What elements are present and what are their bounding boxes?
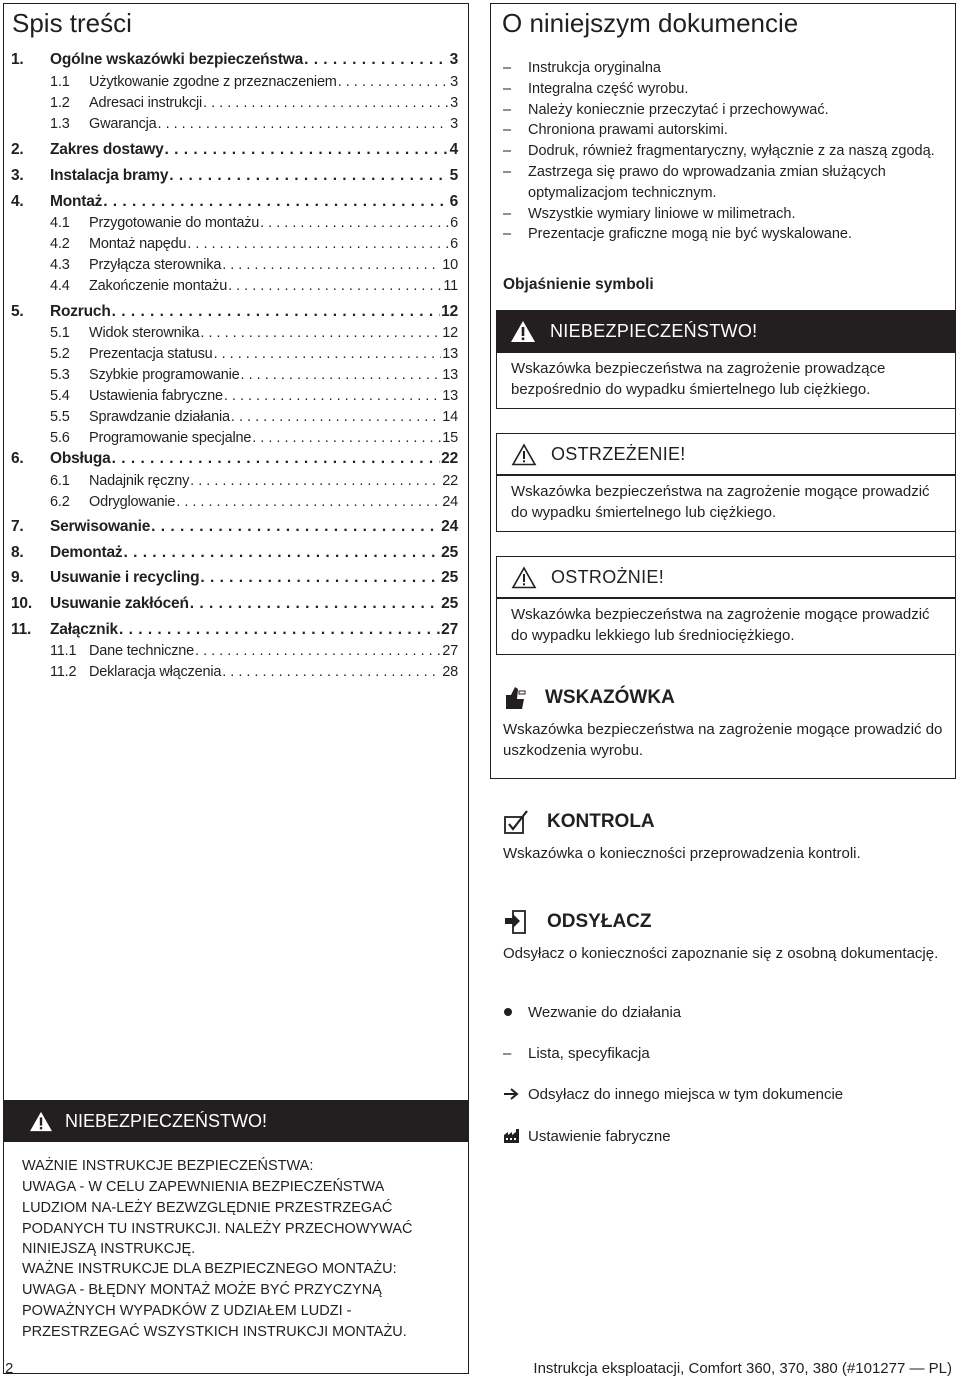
reference-document-icon bbox=[503, 909, 529, 935]
toc-entry-number: 1. bbox=[11, 51, 24, 68]
warning-header bbox=[496, 433, 956, 475]
toc-entry[interactable] bbox=[11, 406, 458, 428]
toc-entry-title: Gwarancja bbox=[89, 116, 157, 132]
toc-entry[interactable] bbox=[11, 593, 458, 615]
toc-entry-page: 27 bbox=[442, 643, 458, 659]
toc-leader-dots bbox=[169, 165, 448, 187]
toc-entry-title: Szybkie programowanie bbox=[89, 367, 240, 383]
bullet-icon bbox=[503, 1007, 513, 1017]
toc-leader-dots bbox=[165, 139, 449, 161]
toc-entry-number: 4. bbox=[11, 193, 24, 210]
toc-entry-number: 6.1 bbox=[50, 473, 70, 489]
factory-setting-icon bbox=[503, 1128, 521, 1144]
notice-text: Wskazówka bezpieczeństwa na zagrożenie mogące prowadzić do uszkodzenia wyrobu. bbox=[503, 721, 943, 759]
toc-entry-number: 2. bbox=[11, 141, 24, 158]
about-title: O niniejszym dokumencie bbox=[502, 8, 799, 38]
toc-entry[interactable] bbox=[11, 619, 458, 641]
toc-entry-title: Serwisowanie bbox=[50, 518, 151, 535]
toc-entry[interactable] bbox=[11, 165, 458, 187]
toc-entry-page: 24 bbox=[441, 518, 458, 535]
toc-entry-title: Instalacja bramy bbox=[50, 167, 169, 184]
toc-entry-number: 9. bbox=[11, 569, 24, 586]
toc-entry[interactable] bbox=[11, 385, 458, 407]
toc-entry-page: 25 bbox=[441, 569, 458, 586]
list-item: – Instrukcja oryginalna bbox=[503, 58, 943, 79]
caution-title: OSTROŻNIE! bbox=[551, 566, 665, 587]
toc-entry-page: 12 bbox=[442, 325, 458, 341]
toc-entry-title: Użytkowanie zgodne z przeznaczeniem bbox=[89, 74, 337, 90]
toc-entry[interactable] bbox=[11, 275, 458, 297]
toc-entry-title: Przyłącza sterownika bbox=[89, 257, 222, 273]
toc-entry[interactable] bbox=[11, 516, 458, 538]
toc-entry-page: 24 bbox=[442, 494, 458, 510]
toc-leader-dots bbox=[195, 640, 441, 662]
toc-entry-number: 1.1 bbox=[50, 74, 70, 90]
toc-entry-number: 5.6 bbox=[50, 430, 70, 446]
toc-entry-number: 5.1 bbox=[50, 325, 70, 341]
toc-entry-number: 7. bbox=[11, 518, 24, 535]
hand-notice-icon bbox=[503, 685, 527, 711]
assembly-instructions-heading: WAŻNE INSTRUKCJE DLA BEZPIECZNEGO MONTAŻU: bbox=[22, 1261, 397, 1277]
legend-text: Odsyłacz do innego miejsca w tym dokumencie bbox=[528, 1085, 844, 1103]
toc-leader-dots bbox=[200, 322, 441, 344]
reference-text: Odsyłacz o konieczności zapoznanie się z osobną dokumentację. bbox=[503, 945, 939, 962]
toc-entry[interactable] bbox=[11, 301, 458, 323]
reference-title: ODSYŁACZ bbox=[547, 911, 652, 932]
toc-entry-page: 11 bbox=[443, 278, 458, 294]
toc-leader-dots bbox=[224, 385, 441, 407]
warning-triangle-icon bbox=[29, 1111, 53, 1132]
toc-entry-title: Sprawdzanie działania bbox=[89, 409, 230, 425]
toc-entry-number: 1.3 bbox=[50, 116, 70, 132]
toc-entry[interactable] bbox=[11, 491, 458, 513]
check-text: Wskazówka o konieczności przeprowadzenia kontroli. bbox=[503, 845, 861, 862]
toc-entry-number: 10. bbox=[11, 595, 32, 612]
toc-leader-dots bbox=[222, 254, 441, 276]
toc-leader-dots bbox=[241, 364, 442, 386]
legend-row-factory bbox=[503, 1125, 943, 1147]
toc-leader-dots bbox=[151, 516, 440, 538]
toc-entry-title: Montaż bbox=[50, 193, 103, 210]
toc-entry-page: 3 bbox=[450, 74, 458, 90]
toc-entry[interactable] bbox=[11, 448, 458, 470]
toc-entry-title: Programowanie specjalne bbox=[89, 430, 252, 446]
toc-entry-page: 27 bbox=[441, 621, 458, 638]
legend-row-reference bbox=[503, 1083, 943, 1105]
toc-entry[interactable] bbox=[11, 322, 458, 344]
toc-entry-number: 3. bbox=[11, 167, 24, 184]
toc-entry[interactable] bbox=[11, 212, 458, 234]
toc-leader-dots bbox=[231, 406, 441, 428]
toc-leader-dots bbox=[260, 212, 449, 234]
toc-entry-page: 22 bbox=[441, 450, 458, 467]
toc-entry-page: 5 bbox=[449, 167, 458, 184]
toc-entry-title: Zakres dostawy bbox=[50, 141, 164, 158]
toc-entry[interactable] bbox=[11, 139, 458, 161]
toc-entry-page: 15 bbox=[442, 430, 458, 446]
toc-entry[interactable] bbox=[11, 661, 458, 683]
toc-entry-page: 28 bbox=[442, 664, 458, 680]
toc-entry-title: Usuwanie i recycling bbox=[50, 569, 200, 586]
danger-symbol-block bbox=[496, 310, 956, 409]
toc-entry-number: 5.2 bbox=[50, 346, 70, 362]
toc-entry[interactable] bbox=[11, 542, 458, 564]
list-item: – Prezentacje graficzne mogą nie być wyskalowane. bbox=[503, 224, 943, 245]
danger-text: Wskazówka bezpieczeństwa na zagrożenie prowadzące bezpośrednio do wypadku śmiertelnego lub ciężkiego. bbox=[496, 352, 956, 409]
caution-text: Wskazówka bezpieczeństwa na zagrożenie mogące prowadzić do wypadku lekkiego lub średniociężkiego. bbox=[496, 598, 956, 655]
danger-header bbox=[496, 310, 956, 352]
safety-instructions-text: UWAGA - W CELU ZAPEWNIENIA BEZPIECZEŃSTWA LUDZIOM NA-LEŻY BEZWZGLĘDNIE PRZESTRZEGAĆ PODANYCH TU INSTRUKCJI. NALEŻY PRZECHOWYWAĆ NINIEJSZĄ INSTRUKCJĘ. bbox=[22, 1179, 413, 1258]
toc-entry-title: Zakończenie montażu bbox=[89, 278, 228, 294]
toc-entry-title: Deklaracja włączenia bbox=[89, 664, 222, 680]
toc-leader-dots bbox=[158, 113, 450, 135]
toc-entry-number: 11.2 bbox=[50, 664, 77, 680]
toc-entry-page: 3 bbox=[450, 116, 458, 132]
notice-title: WSKAZÓWKA bbox=[545, 687, 675, 708]
toc-entry-title: Dane techniczne bbox=[89, 643, 195, 659]
toc-entry[interactable] bbox=[11, 49, 458, 71]
toc-entry-page: 13 bbox=[442, 388, 458, 404]
toc-entry-title: Widok sterownika bbox=[89, 325, 200, 341]
toc-entry-number: 5.5 bbox=[50, 409, 70, 425]
toc-entry-title: Usuwanie zakłóceń bbox=[50, 595, 189, 612]
about-list bbox=[503, 58, 943, 245]
toc-leader-dots bbox=[112, 448, 441, 470]
warning-triangle-icon bbox=[511, 443, 537, 466]
toc-entry-title: Przygotowanie do montażu bbox=[89, 215, 260, 231]
toc-entry-title: Ustawienia fabryczne bbox=[89, 388, 223, 404]
important-danger-title: NIEBEZPIECZEŃSTWO! bbox=[65, 1110, 268, 1131]
toc-entry-page: 13 bbox=[442, 346, 458, 362]
toc-entry-page: 14 bbox=[442, 409, 458, 425]
toc-leader-dots bbox=[304, 49, 449, 71]
toc-entry-title: Odryglowanie bbox=[89, 494, 176, 510]
toc-leader-dots bbox=[103, 191, 448, 213]
toc-entry-page: 22 bbox=[442, 473, 458, 489]
legend-row-list bbox=[503, 1042, 943, 1064]
toc-entry[interactable] bbox=[11, 640, 458, 662]
list-item: – Dodruk, również fragmentaryczny, wyłącznie z za naszą zgodą. bbox=[503, 141, 943, 162]
page-number: 2 bbox=[5, 1360, 14, 1377]
toc-entry-number: 1.2 bbox=[50, 95, 70, 111]
warning-title: OSTRZEŻENIE! bbox=[551, 443, 686, 464]
toc-leader-dots bbox=[176, 491, 441, 513]
caution-header bbox=[496, 556, 956, 598]
toc-entry-number: 5.4 bbox=[50, 388, 70, 404]
symbols-heading: Objaśnienie symboli bbox=[503, 276, 654, 293]
toc-entry-page: 3 bbox=[449, 51, 458, 68]
toc-leader-dots bbox=[203, 92, 449, 114]
toc-entry-title: Ogólne wskazówki bezpieczeństwa bbox=[50, 51, 304, 68]
warning-triangle-icon bbox=[511, 566, 537, 589]
toc-entry-title: Demontaż bbox=[50, 544, 123, 561]
danger-title: NIEBEZPIECZEŃSTWO! bbox=[550, 320, 758, 341]
toc-entry-number: 5. bbox=[11, 303, 24, 320]
safety-instructions-heading: WAŻNIE INSTRUKCJE BEZPIECZEŃSTWA: bbox=[22, 1158, 314, 1174]
toc-leader-dots bbox=[338, 71, 449, 93]
toc-entry-number: 6. bbox=[11, 450, 24, 467]
toc-entry[interactable] bbox=[11, 343, 458, 365]
toc-entry-number: 4.3 bbox=[50, 257, 70, 273]
arrow-right-icon bbox=[503, 1087, 519, 1101]
toc-entry-page: 12 bbox=[441, 303, 458, 320]
toc-leader-dots bbox=[252, 427, 441, 449]
reference-symbol bbox=[503, 907, 943, 964]
toc-entry[interactable] bbox=[11, 233, 458, 255]
warning-triangle-icon bbox=[510, 320, 536, 343]
check-symbol bbox=[503, 807, 943, 864]
toc-entry[interactable] bbox=[11, 92, 458, 114]
toc-entry-number: 4.1 bbox=[50, 215, 70, 231]
toc-leader-dots bbox=[112, 301, 441, 323]
toc-entry-title: Montaż napędu bbox=[89, 236, 187, 252]
toc-entry-number: 5.3 bbox=[50, 367, 70, 383]
toc-leader-dots bbox=[190, 593, 440, 615]
list-item: – Zastrzega się prawo do wprowadzania zmian służących optymalizacjom technicznym. bbox=[503, 162, 943, 204]
toc-entry-page: 25 bbox=[441, 595, 458, 612]
toc-entry-page: 6 bbox=[450, 236, 458, 252]
toc-entry-title: Prezentacja statusu bbox=[89, 346, 213, 362]
toc-entry[interactable] bbox=[11, 191, 458, 213]
important-danger-header bbox=[3, 1100, 469, 1142]
toc-entry-page: 3 bbox=[450, 95, 458, 111]
assembly-instructions-text: UWAGA - BŁĘDNY MONTAŻ MOŻE BYĆ PRZYCZYNĄ POWAŻNYCH WYPADKÓW Z UDZIAŁEM LUDZI - PRZESTRZEGAĆ WSZYSTKICH INSTRUKCJI MONTAŻU. bbox=[22, 1282, 407, 1340]
toc-entry-title: Rozruch bbox=[50, 303, 111, 320]
notice-symbol bbox=[503, 683, 943, 761]
toc-title: Spis treści bbox=[12, 8, 132, 38]
toc-entry-title: Nadajnik ręczny bbox=[89, 473, 190, 489]
toc-entry-number: 11. bbox=[11, 621, 32, 638]
toc-entry[interactable] bbox=[11, 427, 458, 449]
toc-entry-page: 10 bbox=[442, 257, 458, 273]
toc-leader-dots bbox=[214, 343, 442, 365]
toc-entry-number: 4.4 bbox=[50, 278, 70, 294]
toc-entry-title: Załącznik bbox=[50, 621, 118, 638]
toc-leader-dots bbox=[228, 275, 442, 297]
toc-entry[interactable] bbox=[11, 470, 458, 492]
toc-entry-number: 4.2 bbox=[50, 236, 70, 252]
warning-text: Wskazówka bezpieczeństwa na zagrożenie mogące prowadzić do wypadku śmiertelnego lub ciężkiego. bbox=[496, 475, 956, 532]
list-item: – Chroniona prawami autorskimi. bbox=[503, 120, 943, 141]
toc-entry-page: 6 bbox=[450, 215, 458, 231]
legend-text: Lista, specyfikacja bbox=[528, 1044, 650, 1062]
toc-leader-dots bbox=[187, 233, 449, 255]
check-title: KONTROLA bbox=[547, 811, 655, 832]
toc-entry-number: 6.2 bbox=[50, 494, 70, 510]
toc-entry-page: 25 bbox=[441, 544, 458, 561]
toc-entry[interactable] bbox=[11, 113, 458, 135]
toc-entry[interactable] bbox=[11, 364, 458, 386]
toc-leader-dots bbox=[123, 542, 440, 564]
list-item: – Należy koniecznie przeczytać i przechowywać. bbox=[503, 100, 943, 121]
caution-symbol-block bbox=[496, 556, 956, 655]
legend-row-action bbox=[503, 1001, 943, 1023]
warning-symbol-block bbox=[496, 433, 956, 532]
list-item: – Wszystkie wymiary liniowe w milimetrach. bbox=[503, 204, 943, 225]
toc-entry-page: 4 bbox=[449, 141, 458, 158]
legend-text: Wezwanie do działania bbox=[528, 1003, 682, 1021]
toc-leader-dots bbox=[200, 567, 440, 589]
toc-entry[interactable] bbox=[11, 254, 458, 276]
toc-entry-title: Obsługa bbox=[50, 450, 111, 467]
list-item: – Integralna część wyrobu. bbox=[503, 79, 943, 100]
document-title: Instrukcja eksploatacji, Comfort 360, 370, 380 (#101277 — PL) bbox=[533, 1360, 952, 1377]
toc-entry-number: 8. bbox=[11, 544, 24, 561]
toc-entry-page: 6 bbox=[449, 193, 458, 210]
toc-leader-dots bbox=[222, 661, 441, 683]
toc-entry-number: 11.1 bbox=[50, 643, 77, 659]
toc-leader-dots bbox=[119, 619, 440, 641]
toc-entry[interactable] bbox=[11, 71, 458, 93]
legend-text: Ustawienie fabryczne bbox=[528, 1127, 671, 1145]
toc-entry[interactable] bbox=[11, 567, 458, 589]
checklist-icon bbox=[503, 809, 529, 835]
toc-entry-title: Adresaci instrukcji bbox=[89, 95, 203, 111]
toc-leader-dots bbox=[190, 470, 441, 492]
toc-entry-page: 13 bbox=[442, 367, 458, 383]
dash-icon: – bbox=[503, 1044, 512, 1062]
